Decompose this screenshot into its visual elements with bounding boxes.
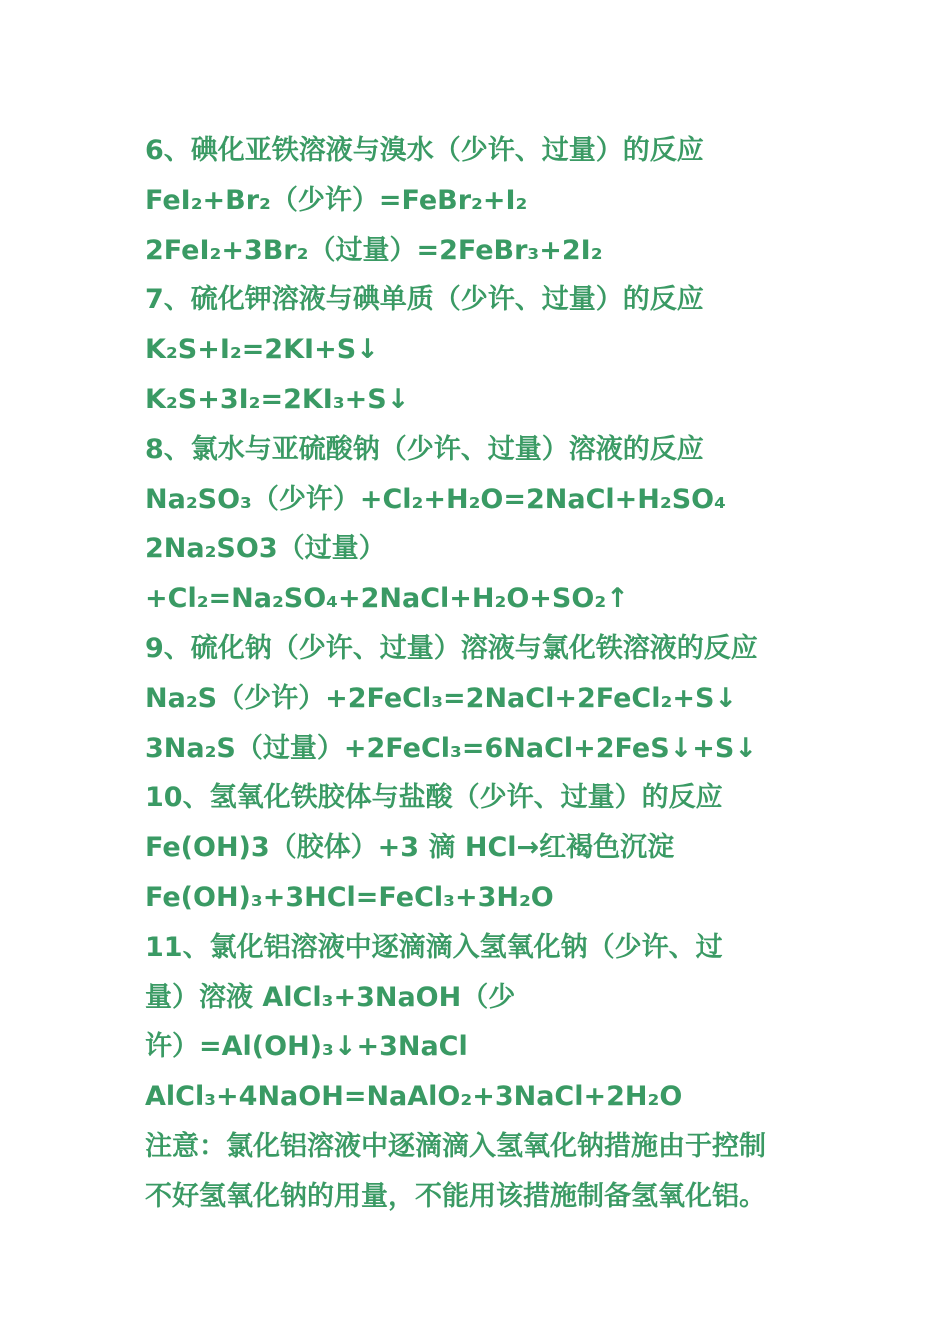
text-line: 量）溶液 AlCl₃+3NaOH（少	[145, 981, 516, 1013]
equation-line: 3Na₂S（过量）+2FeCl₃=6NaCl+2FeS↓+S↓	[145, 732, 757, 764]
section-heading-6: 6、碘化亚铁溶液与溴水（少许、过量）的反应	[145, 135, 704, 166]
equation-line: AlCl₃+4NaOH=NaAlO₂+3NaCl+2H₂O	[145, 1081, 683, 1113]
equation-line: 许）=Al(OH)₃↓+3NaCl	[145, 1031, 468, 1063]
equation-line: +Cl₂=Na₂SO₄+2NaCl+H₂O+SO₂↑	[145, 583, 629, 615]
section-heading-9: 9、硫化钠（少许、过量）溶液与氯化铁溶液的反应	[145, 632, 758, 664]
equation-line: Fe(OH)3（胶体）+3 滴 HCl→红褐色沉淀	[145, 832, 675, 864]
equation-line: Na₂S（少许）+2FeCl₃=2NaCl+2FeCl₂+S↓	[145, 682, 738, 714]
equation-line: FeI₂+Br₂（少许）=FeBr₂+I₂	[145, 184, 528, 216]
note-line: 注意：氯化铝溶液中逐滴滴入氢氧化钠措施由于控制	[145, 1130, 766, 1162]
equation-line: K₂S+I₂=2KI+S↓	[145, 334, 379, 366]
section-heading-10: 10、氢氧化铁胶体与盐酸（少许、过量）的反应	[145, 782, 723, 814]
equation-line: K₂S+3I₂=2KI₃+S↓	[145, 383, 410, 415]
section-heading-8: 8、氯水与亚硫酸钠（少许、过量）溶液的反应	[145, 433, 704, 465]
section-heading-11: 11、氯化铝溶液中逐滴滴入氢氧化钠（少许、过	[145, 931, 723, 963]
note-line: 不好氢氧化钠的用量，不能用该措施制备氢氧化铝。	[145, 1180, 766, 1212]
section-heading-7: 7、硫化钾溶液与碘单质（少许、过量）的反应	[145, 284, 704, 316]
equation-line: 2Na₂SO3（过量）	[145, 533, 386, 565]
equation-line: Na₂SO₃（少许）+Cl₂+H₂O=2NaCl+H₂SO₄	[145, 483, 726, 515]
equation-line: Fe(OH)₃+3HCl=FeCl₃+3H₂O	[145, 881, 554, 913]
document-body	[145, 126, 825, 1222]
equation-line: 2FeI₂+3Br₂（过量）=2FeBr₃+2I₂	[145, 234, 603, 266]
